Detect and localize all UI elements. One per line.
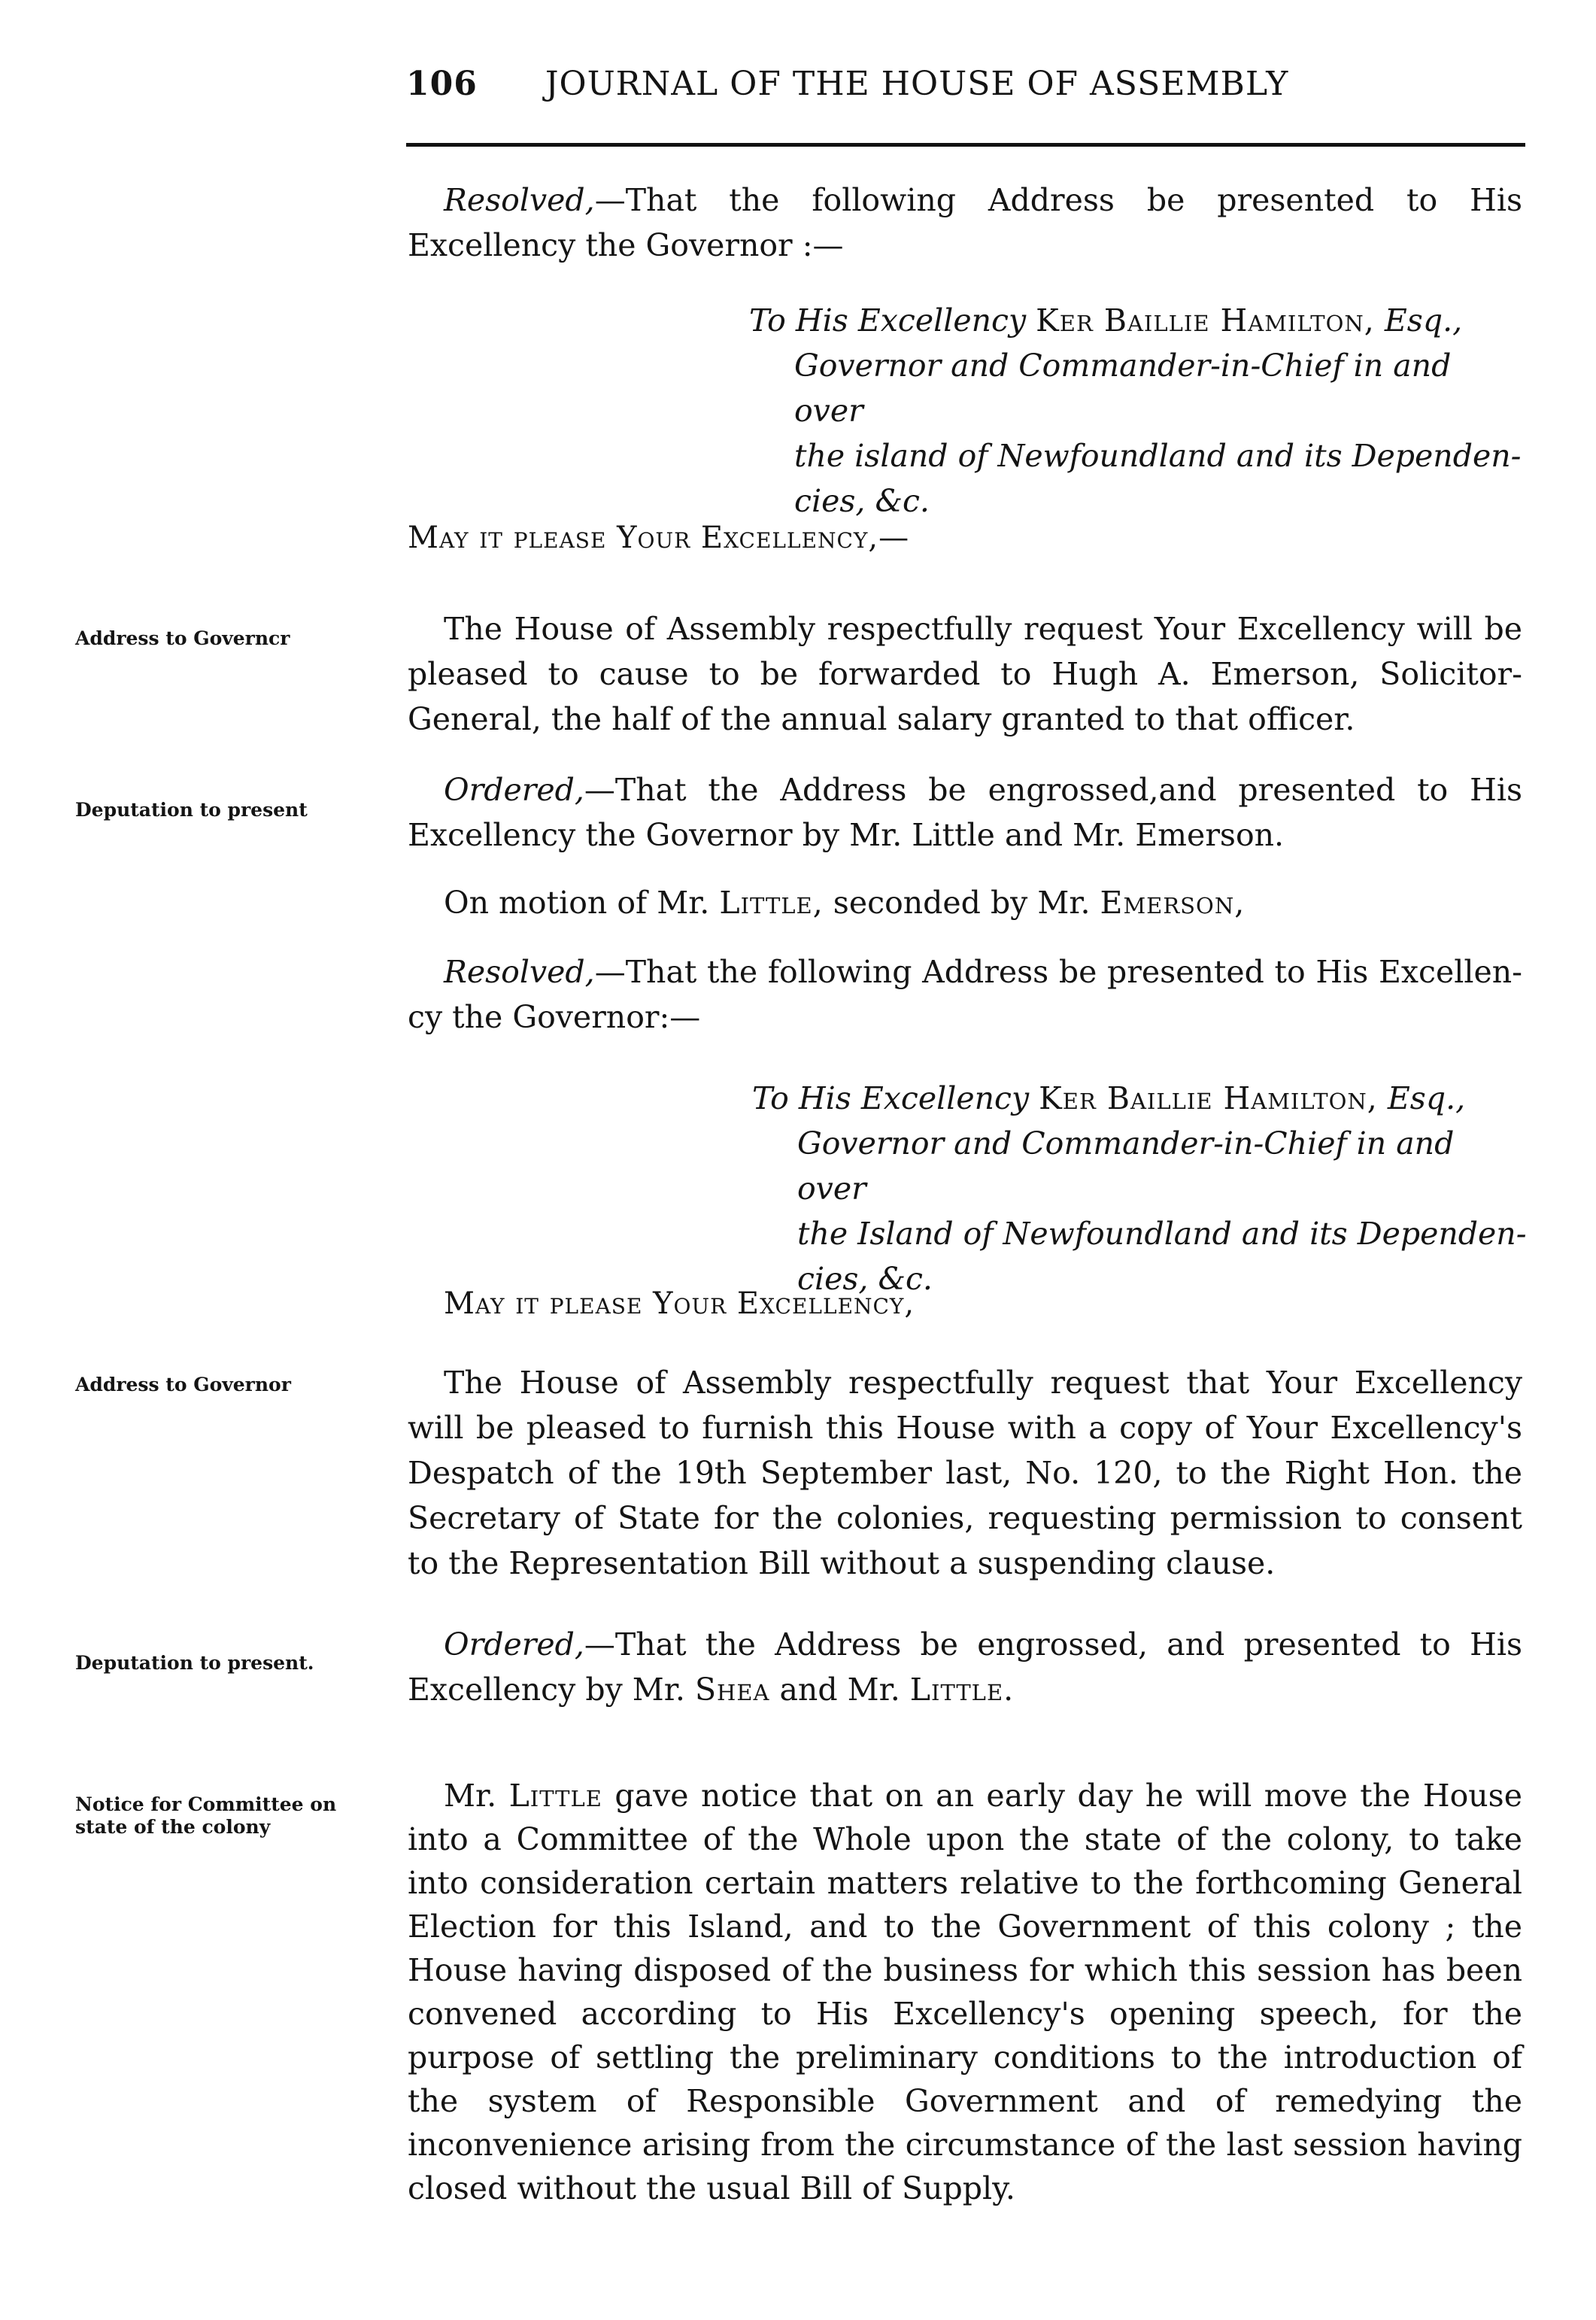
- address-line-1: To His Excellency Ker Baillie Hamilton, Esq.,: [749, 302, 1463, 339]
- margin-note-deputation-1: Deputation to present: [75, 799, 308, 821]
- address-line-1: To His Excellency Ker Baillie Hamilton, Esq.,: [752, 1080, 1466, 1116]
- member-name-little: Little.: [909, 1672, 1015, 1708]
- ordered-paragraph-1: [408, 767, 1522, 858]
- resolved-label: Resolved,: [444, 954, 595, 990]
- address-block-2: [752, 1076, 1527, 1301]
- ordered-text: —That the Address be engrossed,and presented to His Excellency the Governor by Mr. Little and Mr. Emerson.: [408, 772, 1522, 853]
- address-body-1: The House of Assembly respectfully request Your Excellency will be pleased to cause to be forwarded to Hugh A. Emerson, Solicitor-General, the half of the annual salary granted to that officer.: [408, 611, 1522, 737]
- resolved-label: Resolved,: [444, 182, 595, 218]
- address-line-4: cies, &c.: [794, 483, 930, 519]
- member-name-shea: Shea: [694, 1672, 770, 1708]
- address-line-3: the Island of Newfoundland and its Dependen-: [797, 1216, 1527, 1252]
- salutation-1: May it please Your Excellency,—: [408, 521, 910, 555]
- ordered-label: Ordered,: [444, 1626, 584, 1663]
- resolved-paragraph-1: [408, 178, 1522, 268]
- margin-note-notice: Notice for Committee on state of the colony: [75, 1793, 337, 1838]
- address-line-2: Governor and Commander-in-Chief in and over: [797, 1125, 1455, 1207]
- margin-note-address-1: Address to Governcr: [75, 627, 290, 649]
- journal-title: JOURNAL OF THE HOUSE OF ASSEMBLY: [545, 65, 1289, 103]
- governor-name: Ker Baillie Hamilton,: [1039, 1080, 1378, 1116]
- ordered-label: Ordered,: [444, 772, 584, 808]
- header-rule: [406, 143, 1525, 147]
- salutation-2: May it please Your Excellency,: [444, 1286, 915, 1321]
- mover-name: Little,: [719, 885, 824, 921]
- seconder-name: Emerson,: [1100, 885, 1246, 921]
- governor-name: Ker Baillie Hamilton,: [1036, 302, 1375, 339]
- resolved-paragraph-2: [408, 949, 1522, 1040]
- page-number: 106: [406, 65, 478, 103]
- notice-paragraph: Mr. Little gave notice that on an early day he will move the House into a Committee of the Whole upon the state of the colony, to take into consideration certain matters relative to the forthcoming General Election for this Island, and to the Government of this colony ; the House having disposed of the business for which this session has been convened according to His Excellency's opening speech, for the purpose of settling the preliminary conditions to the introduction of the system of Responsible Government and of remedying the inconvenience arising from the circumstance of the last session having closed without the usual Bill of Supply.: [408, 1778, 1522, 2206]
- margin-note-deputation-2: Deputation to present.: [75, 1652, 314, 1674]
- page-header: [406, 65, 1288, 103]
- member-name-little: Little: [508, 1778, 602, 1814]
- notice-text: gave notice that on an early day he will move the House into a Committee of the Whole upon the state of the colony, to take into consideration certain matters relative to the forthcoming General Election for this Island, and to the Government of this colony ; the House having disposed of the business for which this session has been convened according to His Excellency's opening speech, for the purpose of settling the preliminary conditions to the introduction of the system of Responsible Government and of remedying the inconvenience arising from the circumstance of the last session having closed without the usual Bill of Supply.: [408, 1778, 1522, 2206]
- address-line-4: cies, &c.: [797, 1261, 933, 1297]
- resolved-text: —That the following Address be presented to His Excellency the Governor :—: [408, 182, 1522, 263]
- margin-note-address-2: Address to Governor: [75, 1374, 291, 1395]
- address-block-1: [749, 298, 1524, 524]
- resolved-text: —That the following Address be presented to His Excellency the Governor:—: [408, 954, 1522, 1035]
- address-line-2: Governor and Commander-in-Chief in and over: [794, 348, 1452, 429]
- address-body-2: The House of Assembly respectfully request that Your Excellency will be pleased to furnish this House with a copy of Your Excellency's Despatch of the 19th September last, No. 120, to the Right Hon. the Secretary of State for the colonies, requesting permission to consent to the Representation Bill without a suspending clause.: [408, 1365, 1522, 1581]
- motion-paragraph: On motion of Mr. Little, seconded by Mr. Emerson,: [444, 885, 1246, 921]
- address-line-3: the island of Newfoundland and its Dependen-: [794, 438, 1522, 474]
- ordered-paragraph-2: Ordered,—That the Address be engrossed, and presented to His Excellency by Mr. Shea and Mr. Little.: [408, 1626, 1522, 1708]
